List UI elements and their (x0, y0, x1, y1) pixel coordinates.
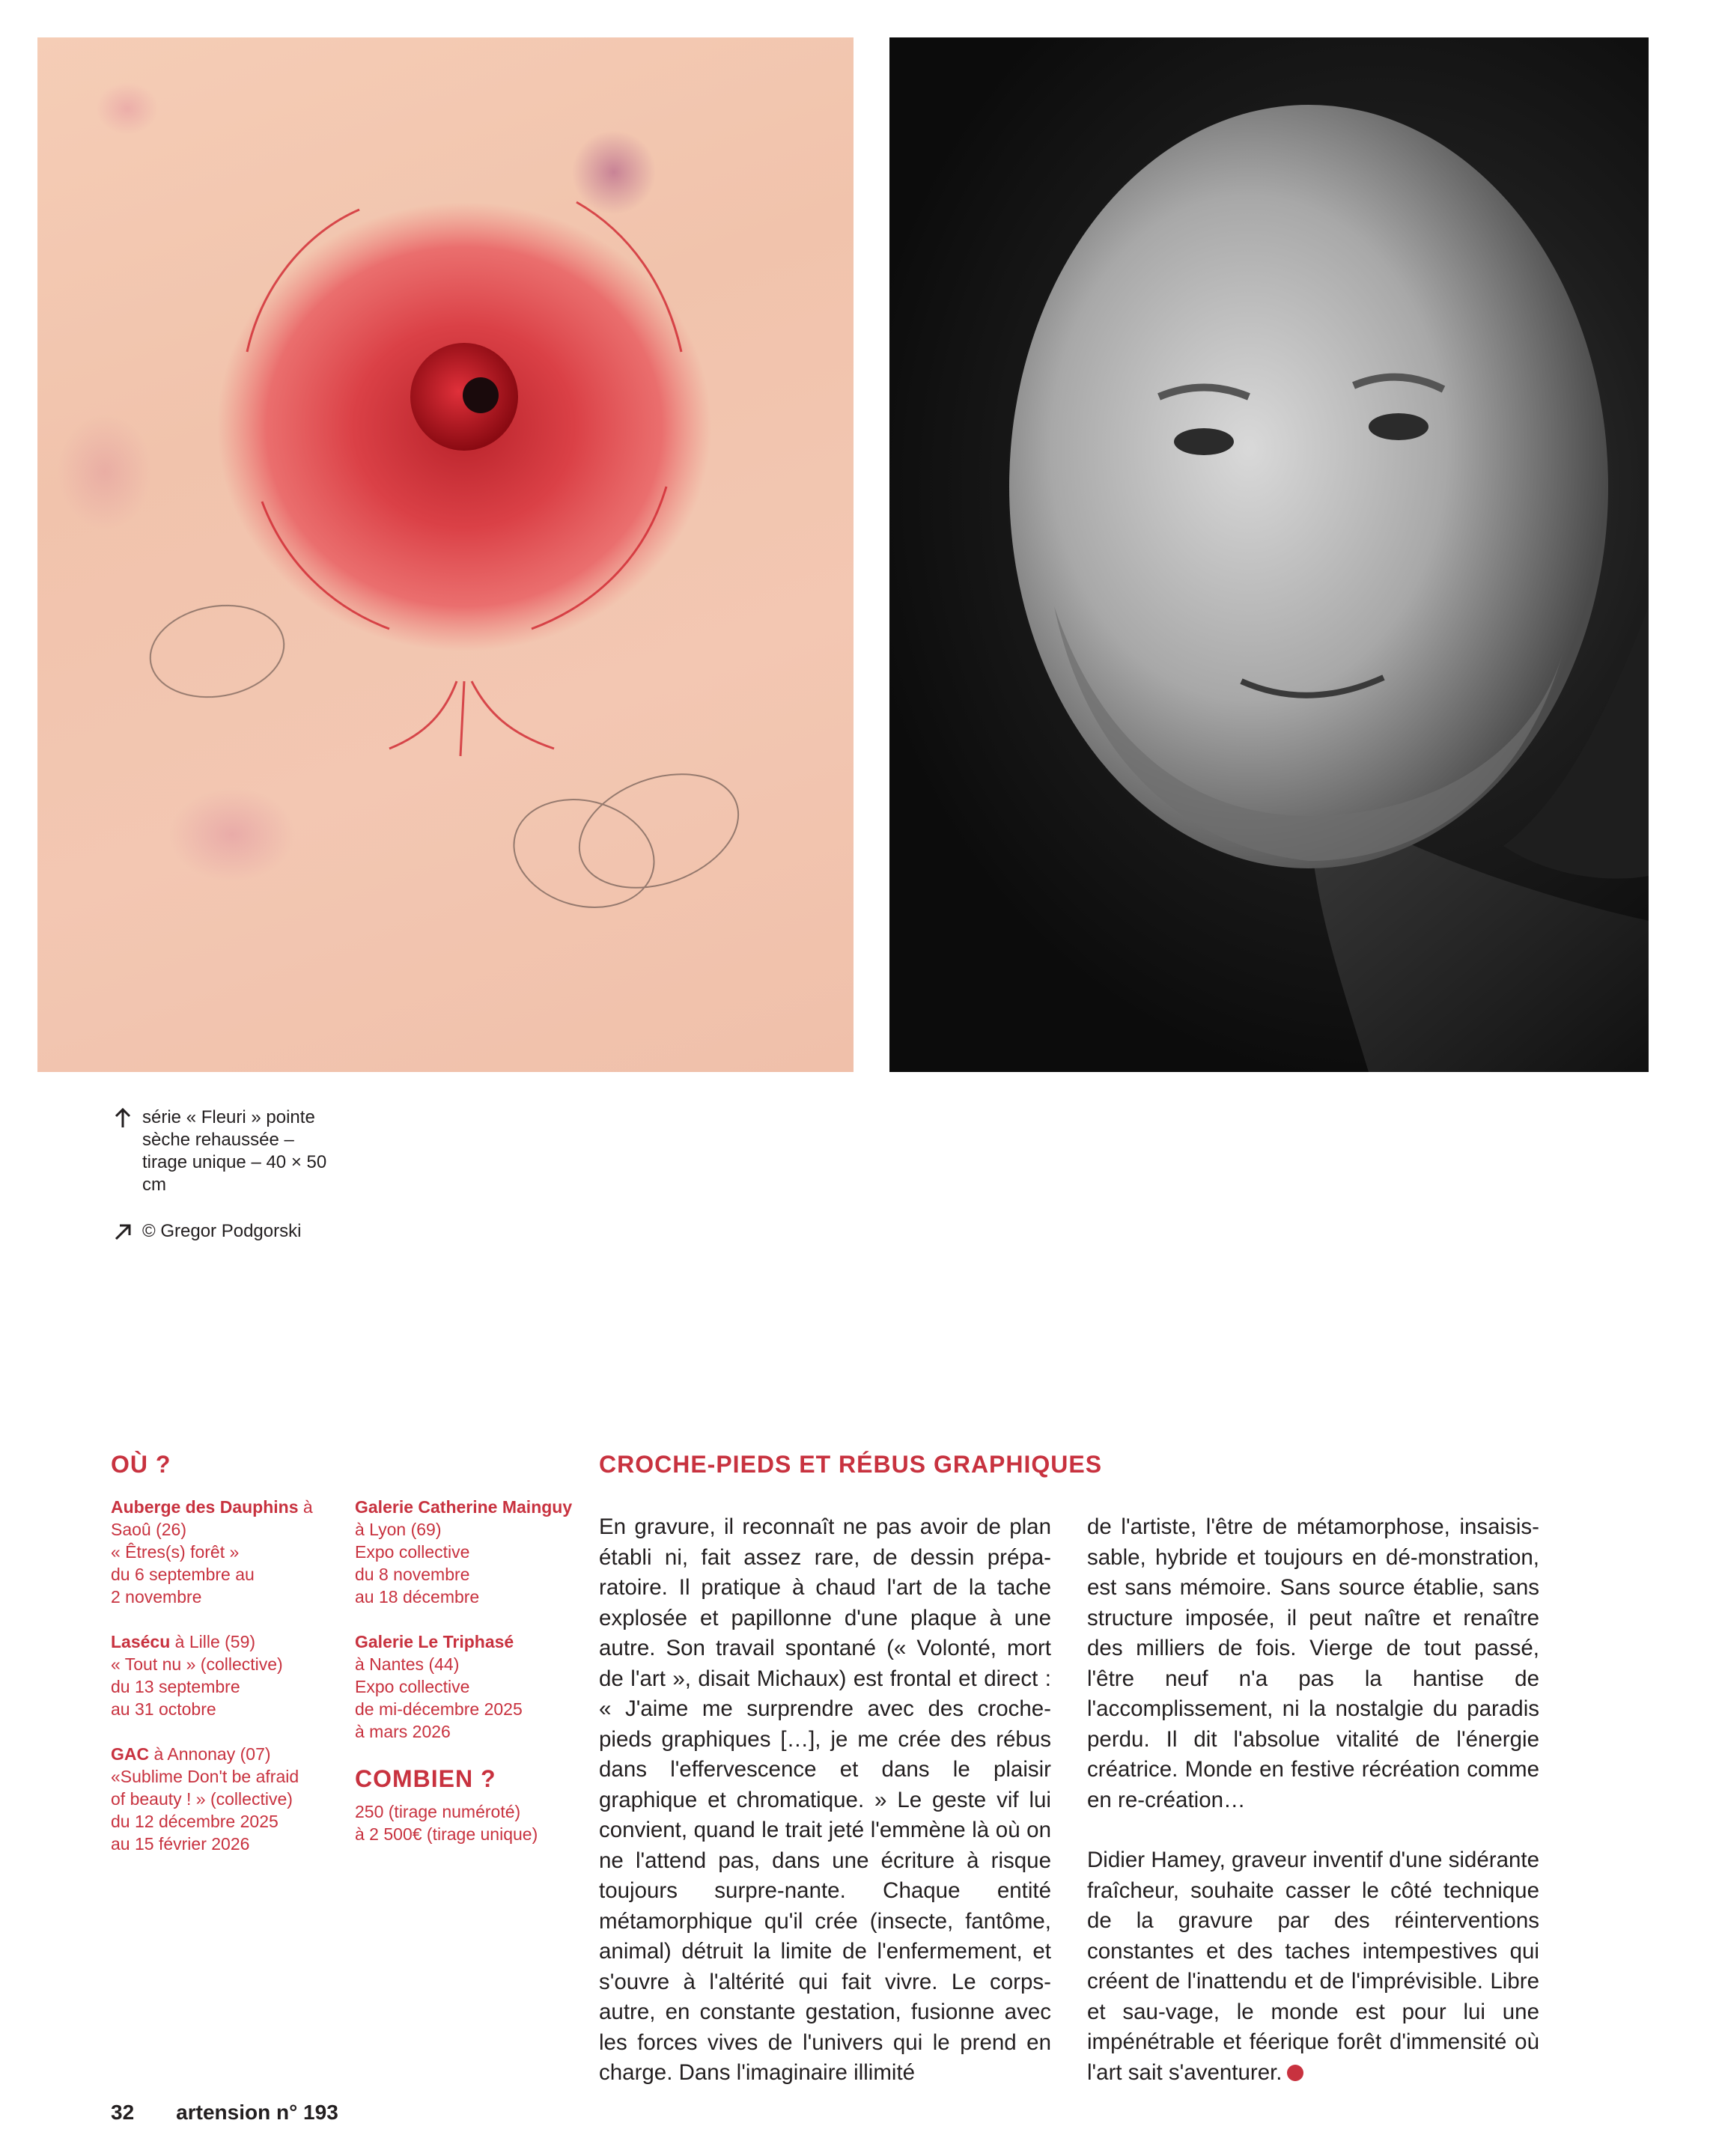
article-paragraph-last (1087, 1845, 1539, 2088)
venue-name: Galerie Le Triphasé (355, 1632, 514, 1651)
venue-detail-line: «Sublime Don't be afraid (111, 1767, 299, 1786)
venue-entry (355, 1630, 579, 1743)
venue-detail-line: Expo collective (355, 1677, 470, 1696)
article-paragraph: de l'artiste, l'être de métamorphose, insaisis-sable, hybride et toujours en dé-monstration, est sans mémoire. Sans source établie, sans structure imposée, il peut naître et renaître des milliers de fois. Vierge de tout passé, l'être neuf n'a pas la hantise de l'accomplissement, ni la nostalgie du paradis perdu. Il dit l'absolue vitalité de l'énergie créatrice. Monde en festive récréation comme en re-création… (1087, 1514, 1539, 1812)
venue-entry (111, 1743, 328, 1855)
portrait-photo (889, 37, 1649, 1072)
price-info (355, 1800, 579, 1845)
venue-detail-line: à mars 2026 (355, 1722, 451, 1741)
venues-column-1 (111, 1496, 328, 1855)
venue-detail-line: du 6 septembre au (111, 1565, 255, 1584)
portrait-caption (142, 1220, 367, 1243)
end-dot-icon (1287, 2065, 1303, 2081)
venue-detail-line: au 18 décembre (355, 1587, 480, 1607)
article-paragraph: En gravure, il reconnaît ne pas avoir de plan établi ni, fait assez rare, de dessin prépa-ratoire. Il pratique à chaud l'art de la tache explosée et papillonne d'une plaque à une autre. Son travail spontané (« Volonté, mort de l'art », disait Michaux) est frontal et direct : « J'aime me surprendre avec des croche-pieds graphiques […], je me crée des rébus dans l'effervescence et dans le plaisir graphique et chromatique. » Le geste vif lui convient, quand le trait jeté l'emmène là où on ne l'attend pas, dans une écriture à risque toujours surpre-nante. Chaque entité métamorphique qu'il crée (insecte, fantôme, animal) détruit la limite de l'enfermement, et s'ouvre à l'altérité qui fait vivre. Le corps-autre, en constante gestation, fusionne avec les forces vives de l'univers qui le prend en charge. Dans l'imaginaire illimité (599, 1514, 1051, 2085)
venue-detail-line: of beauty ! » (collective) (111, 1789, 293, 1809)
venue-entry (111, 1630, 328, 1720)
artwork-caption-text: série « Fleuri » pointe sèche rehaussée – tirage unique – 40 × 50 cm (142, 1107, 327, 1195)
artwork-image (37, 37, 854, 1072)
article-title: CROCHE-PIEDS ET RÉBUS GRAPHIQUES (599, 1451, 1103, 1478)
magazine-issue: artension n° 193 (176, 2101, 338, 2124)
venue-place: à Lyon (69) (355, 1520, 442, 1539)
venue-heading (355, 1630, 579, 1653)
venue-detail-line: de mi-décembre 2025 (355, 1699, 523, 1719)
combien-heading: COMBIEN ? (355, 1765, 496, 1792)
price-line: à 2 500€ (tirage unique) (355, 1824, 538, 1844)
portrait-silhouette (889, 37, 1649, 1072)
venue-detail-line: du 8 novembre (355, 1565, 470, 1584)
article-paragraph-text: Didier Hamey, graveur inventif d'une sidérante fraîcheur, souhaite casser le côté technique de la gravure par des réinterventions constantes et des taches intempestives qui créent de l'inattendu et de l'imprévisible. Libre et sau-vage, le monde est pour lui une impénétrable et féerique forêt d'immensité où l'art sait s'aventurer. (1087, 1848, 1539, 2085)
arrow-up-icon (112, 1106, 133, 1129)
venue-detail-line: à Nantes (44) (355, 1654, 460, 1674)
price-line: 250 (tirage numéroté) (355, 1802, 521, 1821)
page-number: 32 (111, 2101, 135, 2124)
venue-detail-line: au 15 février 2026 (111, 1834, 250, 1854)
venues-column-2 (355, 1496, 579, 1845)
venue-heading (111, 1743, 328, 1765)
venue-detail-line: du 12 décembre 2025 (111, 1812, 279, 1831)
arrow-up-right-icon (112, 1220, 133, 1243)
venue-detail-line: « Êtres(s) forêt » (111, 1542, 240, 1562)
venue-heading (111, 1496, 328, 1541)
venue-entry (355, 1496, 579, 1608)
article-column-right (1087, 1512, 1539, 2088)
venue-detail-line: au 31 octobre (111, 1699, 216, 1719)
folio (111, 2101, 338, 2125)
artwork-caption (142, 1106, 337, 1196)
venue-name: Auberge des Dauphins (111, 1497, 299, 1517)
venue-entry (111, 1496, 328, 1608)
ou-heading: OÙ ? (111, 1451, 171, 1478)
venue-place: à Annonay (07) (149, 1744, 271, 1764)
venue-place: à Saoû (26) (111, 1497, 313, 1539)
venue-detail-line: du 13 septembre (111, 1677, 240, 1696)
article-column-left (599, 1512, 1051, 2089)
portrait-caption-text: © Gregor Podgorski (142, 1221, 302, 1241)
venue-heading (111, 1630, 328, 1653)
venue-name: Lasécu (111, 1632, 171, 1651)
venue-detail-line: Expo collective (355, 1542, 470, 1562)
venue-name: GAC (111, 1744, 150, 1764)
venue-heading (355, 1496, 579, 1541)
venue-detail-line: « Tout nu » (collective) (111, 1654, 283, 1674)
venue-detail-line: 2 novembre (111, 1587, 202, 1607)
venue-place: à Lille (59) (170, 1632, 256, 1651)
artwork-drawing (37, 37, 854, 1072)
venue-name: Galerie Catherine Mainguy (355, 1497, 573, 1517)
